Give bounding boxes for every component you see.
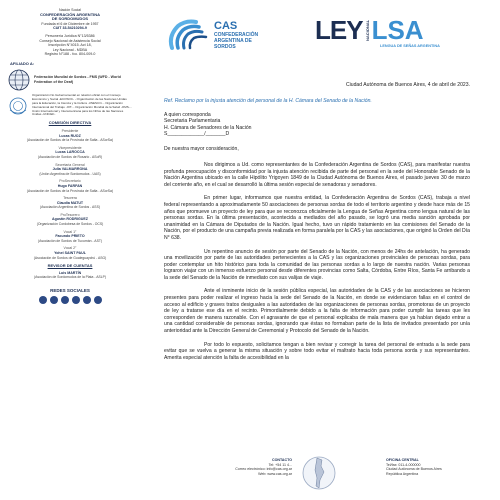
member-name: Julia VALMARRONA (52, 167, 88, 172)
member-role: Vocal 2° (63, 246, 77, 251)
addressee-line: S_____________/_______D (164, 131, 230, 138)
member-role: Vicepresidente (58, 145, 82, 150)
reviewer-name: Luis MARTÍN (58, 270, 82, 275)
org-line: Fundada el 6 de Diciembre de 1957 (41, 21, 99, 26)
addressee-line: A quien corresponda (164, 112, 211, 119)
letter-body (164, 82, 470, 368)
paragraph: Nos dirigimos a Ud. como representantes de la Confederación Argentina de Sordos (CAS), para manifestar nuestra profunda preocupación y disconformidad por la injusta atención recibida de parte del personal en la sede del Honorable Senado de la Nación Argentina ubicado en la calle Hipólito Yrigoyen 1849 de la Ciudad Autónoma de Buenos Aires, el pasado jueves 30 de marzo del corriente año, en el cual se desarrolló la última sesión especial de senadoras y senadores. (164, 161, 470, 188)
instagram-icon[interactable] (50, 296, 58, 304)
office-line: Ciudad Autónoma de Buenos Aires (386, 467, 442, 472)
wfd-name: Federación Mundial de Sordos - FMS (WFD - World Federation of the Deaf) (34, 75, 121, 84)
paragraph: Ante el inminente inicio de la sesión pública especial, las autoridades de la CAS y de las asociaciones se hicieron presentes para poder realizar el ingreso hacia la sede del Senado de la Nación, en donde se evidenciaron fallas en el control de acceso al edificio y graves tratos desiguales a las autoridades de las organizaciones de personas sordas, promotoras de un proyecto de ley a tratarse ese día en el recinto. Primordialmente debido a la falta de información para poder cumplir las tareas que les corresponden de manera razonable. Con el agravante de que el personal explicaba de mala manera que ya habían dejado entrar a una cantidad considerable de personas sordas, ignorando que éstas no formaban parte de la lista de invitados presentado por unía anterioridad ante la Dirección General de Ceremonial y Protocolo del Senado de la Nación. (164, 288, 470, 335)
web-icon[interactable] (94, 296, 102, 304)
member-name: Lucas RUOZ (59, 133, 81, 138)
member-name: Hugo FARFAN (57, 183, 83, 188)
ley-subtitle: LENGUA DE SEÑAS ARGENTINA (380, 44, 440, 48)
contact-line[interactable]: Web: www.cas.org.ar (258, 471, 292, 476)
member-org: (Asociación de Sordos de Tucumán - AST) (37, 238, 103, 243)
org-line: CUIT 33-54210294-9 (53, 26, 87, 31)
contact-title: CONTACTO (271, 458, 292, 462)
legal-info (8, 34, 132, 57)
member-org: (Asociación de Sordos de Rosario - ASoR) (37, 154, 103, 159)
legal-line: Registro N°188 - fco. 804-009-0 (44, 52, 96, 57)
wfd-affiliation (8, 69, 132, 91)
afiliado-title: AFILIADO A: (10, 60, 35, 66)
argentina-map-icon (302, 452, 336, 494)
addressee-line: H. Cámara de Senadores de la Nación (164, 124, 252, 131)
facebook-icon[interactable] (39, 296, 47, 304)
member-role: ProTesorero (60, 212, 80, 217)
contact-line[interactable]: Correo electrónico: info@cas.org.ar (235, 467, 292, 472)
lsa-text: LSA (371, 15, 424, 45)
member-org: (Organización Cordobesa de Sordos - OCS) (36, 222, 104, 227)
member-org: (Asociación de Sordos de Gualeguaychú - ASG) (33, 255, 107, 260)
commission-title: COMISIÓN DIRECTIVA (48, 120, 92, 126)
member-name: Facundo PRIETO (55, 234, 85, 239)
member-role: ProSecretario (59, 179, 81, 184)
cas-acronym: CAS (214, 19, 238, 32)
member-name: Yohel SAINT PAUL (54, 251, 86, 256)
legal-line: Inscripción N°4015. Act 18, (48, 43, 92, 48)
org-info (8, 8, 132, 31)
greeting: De nuestra mayor consideración, (164, 146, 239, 153)
office-line: Tel/fax: 011-4-000000 (386, 462, 421, 467)
member-role: Tesorera (63, 196, 77, 201)
cas-logo (166, 18, 258, 52)
ley-text: LEY (315, 15, 363, 45)
cas-line: CONFEDERACIÓN (214, 31, 259, 38)
letter-reference: Ref. Reclamo por la injusta atención del personal de la H. Cámara del Senado de la Nación. (164, 97, 372, 104)
member-role: Presidente (61, 128, 79, 133)
paragraph: Por todo lo expuesto, solicitamos tengan a bien revisar y corregir la tarea del personal de entrada a la sede para evitar que se vuelva a generar la misma situación y sobre todo evitar el maltrato hacia toda persona sorda y sus representantes. Amerita especial atención la falta de accesibilidad en la (164, 341, 470, 361)
twitter-icon[interactable] (61, 296, 69, 304)
member-name: Agustín RODRIGUEZ (52, 217, 88, 222)
contact-line: Tel: +54 11 4... (268, 462, 292, 467)
youtube-icon[interactable] (72, 296, 80, 304)
member-org: (Asociación de Sordos de la Provincia de Salta - ASorSa) (26, 188, 114, 193)
ngo-status-text: Organización No Gubernamental en relación oficial con el Consejo Económico y Social -ECOSOC- - Organización de las Naciones Unidas para la Educación, la Ciencia y la Cultura -UNESCO- - Organización Internacional del Trabajo -OIT- - Organización Mundial de la Salud -OMS- - Unión Internacional y Interamericana para los Niños de las Naciones Unidas -UNICEF- (32, 92, 132, 117)
org-line: Nación Social (59, 8, 81, 12)
contact-info (204, 458, 292, 476)
letter-date: Ciudad Autónoma de Buenos Aires, 4 de abril de 2023. (345, 82, 470, 88)
footer (164, 452, 474, 496)
cas-line: SORDOS (214, 43, 236, 50)
member-role: Secretaria General (55, 162, 85, 167)
reviewer-org: (Asociación de Sordomudos de la Plata - ASLP) (34, 275, 106, 280)
office-info (386, 458, 442, 476)
cas-wordmark (214, 21, 258, 50)
social-links (8, 296, 132, 304)
paragraph: Un repentino anuncio de sesión por parte del Senado de la Nación, con menos de 24hs de antelación, ha generado una movilización por parte de las autoridades pertenecientes a la CAS y las organizaciones provinciales de personas sordas, para poder contemplar un hito histórico para toda la comunidad de las personas sordas a lo largo de nuestra nación. Varias personas lograron viajar con un inmenso esfuerzo personal desde diferentes provincias como Salta, Córdoba, Entre Ríos, Santa Fe arribando a la sede del Senado de la Nación de inmediato con sus valijas de viaje. (164, 248, 470, 281)
member-org: (Asociación Argentina de Sordos - ASS) (40, 205, 100, 210)
paragraph: En primer lugar, informamos que nuestra entidad, la Confederación Argentina de Sordos (CAS), trabaja a nivel federal representando a aproximadamente 50 asociaciones de personas sordas de todo el territorio argentino y desde hace más de 15 años que promueve un proyecto de ley para que se reconozca oficialmente la Lengua de Señas Argentina como lengua natural de las personas sordas. En la última presentación, acontecida a mediados del año pasado, se logró una media sanción aprobada por unanimidad en la Cámara de Diputados de la Nación. Igual hecho, tuvo un rápido tratamiento en las comisiones del Senado de la Nación, por el producto de una campaña previa realizada en forma paralela por la CAS y las asociaciones, que originó la Orden del Día N° 638. (164, 195, 470, 241)
member-org: (Unión Argentina de Sordomudos - UAS) (39, 171, 101, 176)
review-title: REVISOR DE CUENTAS (47, 263, 93, 269)
member-name: Lucas LAROCCA (55, 150, 85, 155)
legal-line: Consejo Nacional de Asistencia Social (39, 38, 101, 43)
legal-line: Ley Nacional - MDBA (52, 47, 88, 52)
org-line: DE SORDOMUDOS (51, 16, 89, 22)
cas-hand-icon (166, 18, 208, 52)
ley-lsa-logo (315, 15, 424, 45)
wfd-logo-icon (8, 69, 30, 91)
ley-vertical-text: NACIONAL (364, 19, 370, 41)
ngo-status (8, 94, 132, 117)
sidebar (0, 0, 138, 500)
addressee (164, 112, 470, 137)
office-title: OFICINA CENTRAL (386, 458, 419, 462)
tiktok-icon[interactable] (83, 296, 91, 304)
addressee-line: Secretaria Parlamentaria (164, 118, 221, 125)
un-logo-icon (8, 96, 28, 116)
social-title: REDES SOCIALES (50, 288, 90, 293)
cas-line: ARGENTINA DE (214, 37, 252, 44)
office-line: República Argentina (386, 471, 419, 476)
legal-line: Personería Jurídica N°13/5386 (45, 33, 95, 38)
org-line: CONFEDERACIÓN ARGENTINA (39, 11, 101, 17)
member-org: (Asociación de Sordos de la Provincia de Salta - ASorSa) (26, 138, 114, 143)
member-role: Vocal 1° (63, 229, 77, 234)
member-name: Claudia MATUT (56, 200, 84, 205)
commission (8, 121, 132, 280)
